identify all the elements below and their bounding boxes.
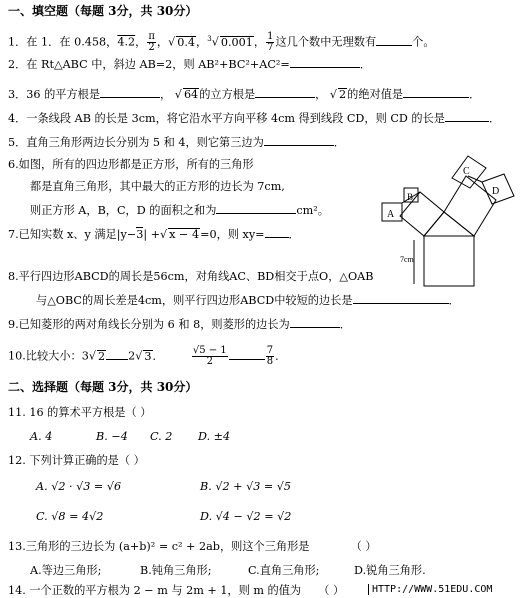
- q1-fraction-2: $\frac{1}{7}$: [267, 31, 274, 54]
- q13-option-c[interactable]: C.直角三角形;: [248, 564, 320, 577]
- q10-b: 2: [128, 349, 136, 363]
- q3-sqrt-64: 64: [183, 88, 199, 101]
- q3-blank-3[interactable]: [403, 86, 469, 98]
- q4-text: 4．一条线段 AB 的长是 3cm，将它沿水平方向平移 4cm 得到线段 CD，则 CD 的长是: [8, 112, 445, 125]
- q1-sep1: ，: [135, 35, 147, 49]
- q6-unit: cm²。: [296, 204, 329, 217]
- q1-sqrt-1: 0.4: [177, 35, 196, 49]
- q5-text: 5．直角三角形两边长分别为 5 和 4，则它第三边为: [8, 136, 264, 149]
- q10-sqrt-2: 3: [144, 349, 152, 363]
- q13-paren: （ ）: [350, 540, 377, 553]
- q7-d: ．: [288, 228, 300, 241]
- q9-tail: ．: [339, 318, 351, 331]
- q1-cube-index: 3: [207, 35, 212, 43]
- question-9: [8, 316, 351, 332]
- q11-option-c[interactable]: C. 2: [150, 430, 173, 443]
- question-14: [8, 584, 344, 598]
- q7-c: =0，则 xy=: [200, 228, 265, 241]
- q1-tail: 个。: [412, 35, 435, 49]
- right-medium-square: [444, 176, 496, 236]
- q1-value-1: 4.2: [117, 35, 136, 49]
- q13-option-a[interactable]: A.等边三角形;: [30, 564, 102, 577]
- q10-c: ．: [152, 349, 164, 363]
- q2-tail: ．: [359, 58, 371, 71]
- q10-blank-1[interactable]: [106, 348, 128, 360]
- q14-stem: 14. 一个正数的平方根为 2 − m 与 2m + 1，则 m 的值为: [8, 584, 302, 597]
- question-13: [8, 540, 377, 554]
- question-2: [8, 56, 371, 72]
- q3-d: ，: [315, 88, 327, 101]
- q9-text: 9.已知菱形的两对角线长分别为 6 和 8，则菱形的边长为: [8, 318, 290, 331]
- question-3: 3．36 的平方根是 ， √ 64的立方根是 ， √ 2的绝对值是 ．: [8, 88, 481, 101]
- label-a: A: [387, 209, 395, 220]
- q13-option-b[interactable]: B.钝角三角形;: [140, 564, 212, 577]
- question-1: 1．在 1．在 0.458，4.2， $\frac{\pi}{2}$ ，√ 0.4，$^3$√ 0.001， $\frac{1}{7}$ 这几个数中无理数有 个。: [8, 31, 435, 54]
- q11-option-a[interactable]: A. 4: [30, 430, 53, 443]
- q4-blank[interactable]: [445, 110, 489, 122]
- top-triangle: [424, 212, 474, 236]
- q3-sqrt-2: 2: [339, 88, 347, 101]
- q10-sqrt-1: 2: [98, 349, 106, 363]
- q3-c: 的立方根是: [199, 88, 256, 101]
- section-1-title: 一、填空题（每题 3分，共 30分）: [8, 4, 198, 18]
- label-d: D: [492, 186, 500, 197]
- watermark-url: HTTP://WWW.51EDU.COM: [368, 584, 492, 595]
- q1-suffix: 这几个数中无理数有: [275, 35, 377, 49]
- q11-option-b[interactable]: B. −4: [96, 430, 128, 443]
- q3-a: 3．36 的平方根是: [8, 88, 101, 101]
- question-8-line-1: 8.平行四边形ABCD的周长是56cm，对角线AC、BD相交于点O，△OAB: [8, 270, 374, 283]
- q14-paren: （ ）: [318, 584, 345, 597]
- q7-b: | +: [143, 228, 161, 241]
- q6-blank[interactable]: [216, 202, 296, 214]
- q3-blank-2[interactable]: [255, 86, 315, 98]
- q3-f: ．: [469, 88, 481, 101]
- q7-sqrt-x: x − 4: [169, 228, 200, 241]
- q7-blank[interactable]: [265, 226, 289, 238]
- q2-text: 2．在 Rt△ABC 中，斜边 AB=2，则 AB²+BC²+AC²=: [8, 58, 290, 71]
- q8-tail: ．: [448, 294, 460, 307]
- q1-blank[interactable]: [376, 34, 412, 46]
- question-11: 11. 16 的算术平方根是（ ）: [8, 406, 152, 419]
- q1-prefix: 1．在 1．在 0.458，: [8, 35, 118, 49]
- q3-e: 的绝对值是: [347, 88, 404, 101]
- q5-tail: ．: [333, 136, 345, 149]
- question-4: [8, 110, 500, 126]
- q12-option-d[interactable]: D. √4 − √2 = √2: [200, 510, 292, 523]
- squares-figure: [370, 150, 530, 300]
- q1-sep4: ，: [253, 35, 266, 49]
- question-5: [8, 134, 345, 150]
- q8-l2-text: 与△OBC的周长差是4cm，则平行四边形ABCD中较短的边长是: [36, 294, 353, 307]
- question-6-line-2: 都是直角三角形，其中最大的正方形的边长为 7cm,: [30, 180, 285, 193]
- q7-sqrt-3: 3: [136, 228, 144, 241]
- q10-fraction-1: $\frac{√5 - 1}{2}$: [192, 345, 227, 367]
- q10-fraction-2: $\frac{7}{8}$: [266, 345, 274, 367]
- q2-blank[interactable]: [290, 56, 360, 68]
- q12-option-b[interactable]: B. √2 + √3 = √5: [200, 480, 292, 493]
- q1-fraction-1: $\frac{\pi}{2}$: [148, 31, 155, 54]
- label-b: B: [407, 192, 414, 202]
- label-c: C: [463, 166, 470, 177]
- question-6-line-3: [30, 202, 329, 218]
- q9-blank[interactable]: [290, 316, 340, 328]
- q6-l3-text: 则正方形 A，B，C，D 的面积之和为: [30, 204, 217, 217]
- q3-b: ，: [160, 88, 172, 101]
- q12-option-c[interactable]: C. √8 = 4√2: [36, 510, 104, 523]
- q10-blank-2[interactable]: [229, 348, 265, 360]
- q13-option-d[interactable]: D.锐角三角形.: [354, 564, 426, 577]
- q8-blank[interactable]: [353, 292, 449, 304]
- q1-sep3: ，: [196, 35, 208, 49]
- q7-a: 7.已知实数 x、y 满足|y−: [8, 228, 137, 241]
- q5-blank[interactable]: [264, 134, 334, 146]
- q1-cube-root: 0.001: [220, 35, 253, 49]
- q4-tail: ．: [488, 112, 501, 125]
- question-7: 7.已知实数 x、y 满足|y−3| +√ x − 4=0，则 xy= ．: [8, 228, 300, 241]
- q1-sep2: ，: [156, 35, 169, 49]
- q12-option-a[interactable]: A. √2 · √3 = √6: [36, 480, 122, 493]
- section-2-title: 二、选择题（每题 3分，共 30分）: [8, 380, 198, 394]
- question-8-line-2: [36, 292, 460, 308]
- question-12: 12. 下列计算正确的是（ ）: [8, 454, 145, 467]
- q13-stem: 13.三角形的三边长为 (a+b)² = c² + 2ab，则这个三角形是: [8, 540, 310, 553]
- q11-option-d[interactable]: D. ±4: [198, 430, 231, 443]
- question-10: 10.比较大小：3√ 2 2√ 3． $\frac{√5 - 1}{2}$ $\frac{7}{8}$ ．: [8, 345, 287, 367]
- q3-blank-1[interactable]: [100, 86, 160, 98]
- q10-d: ．: [275, 349, 287, 363]
- largest-square: [424, 236, 474, 286]
- question-6-line-1: 6.如图，所有的四边形都是正方形，所有的三角形: [8, 158, 254, 171]
- label-7cm: 7cm: [400, 255, 414, 264]
- q10-a: 10.比较大小：3: [8, 349, 89, 363]
